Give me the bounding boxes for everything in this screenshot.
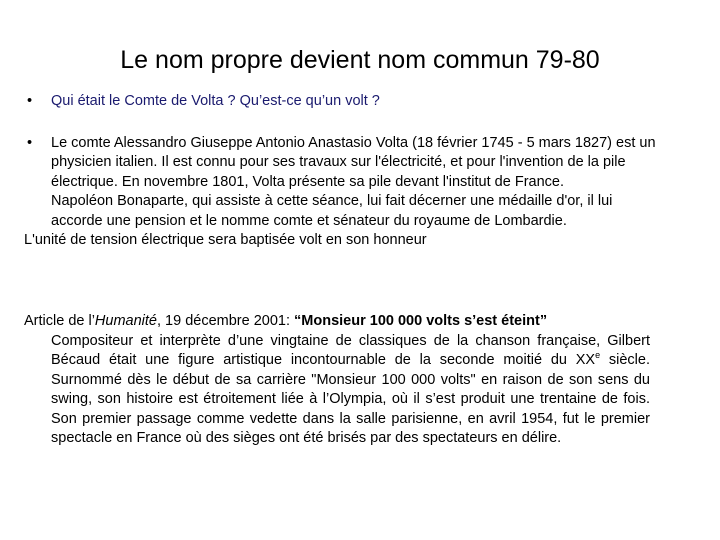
bullet-answer [24, 134, 664, 251]
article-body-part-2: siècle. Surnommé dès le début de sa carrière "Monsieur 100 000 volts" en raison de son sens du swing, son histoire est étroitement liée à l’Olympia, où il s’est produit une trentaine de fois. Son premier passage comme vedette dans la salle parisienne, en avril 1954, fut le premier spectacle en France où des sièges ont été brisés par des spectateurs en délire. [51, 352, 650, 446]
question-text: Qui était le Comte de Volta ? Qu’est-ce qu’un volt ? [51, 93, 380, 109]
century-superscript: e [595, 350, 601, 361]
newspaper-name: Humanité [94, 313, 157, 329]
article-date: , 19 décembre 2001: [156, 313, 295, 329]
slide-title: Le nom propre devient nom commun 79-80 [120, 46, 600, 74]
bullet-marker: • [27, 93, 33, 109]
article-headline: “Monsieur 100 000 volts s’est éteint” [294, 313, 548, 329]
article-heading [24, 312, 650, 332]
article-body [24, 332, 650, 449]
unit-line: L'unité de tension électrique sera baptisée volt en son honneur [24, 232, 427, 248]
bullet-list [24, 92, 664, 251]
bullet-marker: • [27, 134, 33, 151]
answer-paragraph-2: Napoléon Bonaparte, qui assiste à cette séance, lui fait décerner une médaille d'or, il lui accorde une pension et le nomme comte et sénateur du royaume de Lombardie. [51, 193, 613, 229]
answer-paragraph-1: Le comte Alessandro Giuseppe Antonio Anastasio Volta (18 février 1745 - 5 mars 1827) est un physicien italien. Il est connu pour ses travaux sur l'électricité, et pour l'invention de la pile électrique. En novembre 1801, Volta présente sa pile devant l'institut de France. [51, 134, 656, 190]
article-block [24, 312, 650, 449]
bullet-question [24, 92, 664, 112]
article-prefix: Article de l’ [24, 313, 95, 329]
article-body-part-1: Compositeur et interprète d’une vingtaine de classiques de la chanson française, Gilbert Bécaud était une figure artistique incontournable de la seconde moitié du XX [51, 332, 650, 368]
